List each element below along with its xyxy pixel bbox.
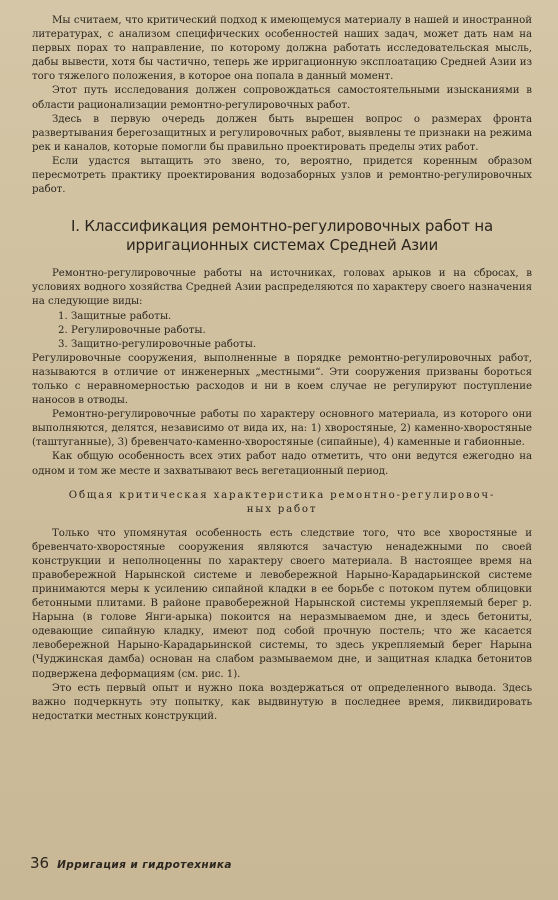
paragraph: Это есть первый опыт и нужно пока воздержаться от определенного вывода. Здесь важно подчеркнуть эту попытку, как выдвинутую в последнее время, ликвидировать недостатки местных конструкций. [32,682,532,722]
paragraph: Ремонтно-регулировочные работы на источниках, головах арыков и на сбросах, в условиях водного хозяйства Средней Азии распределяются по характеру своего назначения на следующие виды: [32,268,532,308]
page-footer [30,854,232,872]
subsection-heading-line: Общая критическая характеристика ремонтно-регулировоч- [68,489,496,501]
journal-title: Ирригация и гидротехника [57,859,232,871]
list-item: 1. Защитные работы. [58,310,172,322]
list-item: 2. Регулировочные работы. [58,324,206,336]
page-number: 36 [30,854,50,872]
paragraph: Мы считаем, что критический подход к имеющемуся материалу в нашей и иностранной литературах, с анализом специфических особенностей наших задач, может дать нам на первых порах то направление, по которому должна работать исследовательская мысль, дабы вывести, хотя бы частично, теперь же ирригационную эксплоатацию Средней Азии из того тяжелого положения, в которое она попала в данный момент. [32,15,532,83]
list-item: 3. Защитно-регулировочные работы. [58,338,257,350]
paragraph: Только что упомянутая особенность есть следствие того, что все хворостяные и бревенчато-хворостяные сооружения являются зачастую ненадежными по своей конструкции и неполноценны по характеру своего материала. В настоящее время на правобережной Нарынской системе и левобережной Нарыно-Карадарьинской системе принимаются меры к усилению сипайной кладки в ее борьбе с потоком путем облицовки бетонными плитами. В районе правобережной Нарынской системы укрепляемый берег р. Нарына (в голове Янги-арыка) покоится на неразмываемом дне, и здесь бетониты, одевающие сипайную кладку, имеют под собой прочную постель; что же касается левобережной Нарыно-Карадарьинской системы, то здесь укрепляемый берег Нарына (Чуджинская дамба) основан на слабом размываемом дне, и защитная кладка бетонитов подвержена деформациям (см. рис. 1). [32,527,532,680]
intro-text [32,14,532,197]
paragraph: Этот путь исследования должен сопровождаться самостоятельными изысканиями в области рационализации ремонтно-регулировочных работ. [32,85,532,111]
section-text [32,267,532,478]
section-heading-line: ирригационных системах Средней Азии [125,236,439,255]
paragraph: Ремонтно-регулировочные работы по характеру основного материала, из которого они выполняются, делятся, независимо от вида их, на: 1) хворостяные, 2) каменно-хворостяные (таштуганные), 3) бревенчато-каменно-хворостяные (сипайные), 4) каменные и габионные. [32,409,532,449]
paragraph: Здесь в первую очередь должен быть вырешен вопрос о размерах фронта развертывания берегозащитных и регулировочных работ, выявлены те признаки на режима рек и каналов, которые помогли бы правильно проектировать пределы этих работ. [32,113,532,153]
section-heading-line: I. Классификация ремонтно-регулировочных работ на [71,217,493,236]
paragraph: Как общую особенность всех этих работ надо отметить, что они ведутся ежегодно на одном и том же месте и захватывают весь вегетационный период. [32,451,532,477]
subsection-text [32,527,532,724]
paragraph: Если удастся вытащить это звено, то, вероятно, придется коренным образом пересмотреть практику проектирования водозаборных узлов и ремонтно-регулировочных работ. [32,155,532,196]
paragraph: Регулировочные сооружения, выполненные в порядке ремонтно-регулировочных работ, называются в отличие от инженерных „местными“. Эти сооружения призваны бороться только с неравномерностью расходов и ни в коем случае не регулируют поступление наносов в отводы. [32,352,532,407]
section-heading [32,217,532,255]
subsection-heading [32,489,532,517]
subsection-heading-line: ных работ [246,503,318,515]
